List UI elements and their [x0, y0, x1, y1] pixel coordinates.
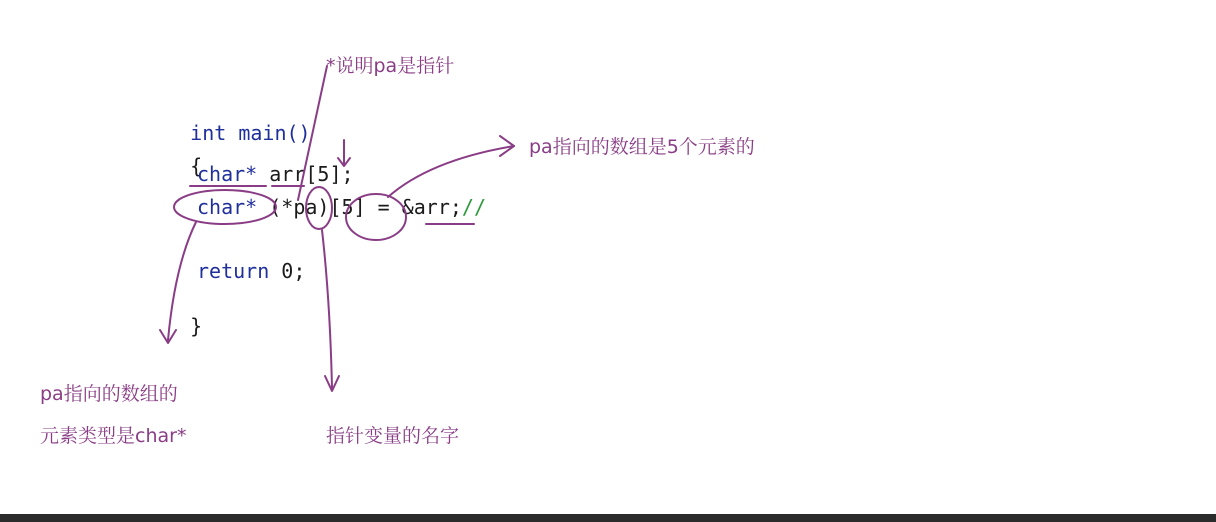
circle-size	[346, 194, 406, 240]
code-arr-type: char*	[197, 162, 258, 186]
code-arr-decl-rest: arr[5];	[257, 162, 354, 186]
note-element-type-line2: 元素类型是char*	[40, 425, 187, 447]
note-star-means-pointer: *说明pa是指针	[326, 55, 455, 77]
name-arrow	[322, 230, 332, 388]
bottom-bar	[0, 514, 1216, 522]
note-array-size: pa指向的数组是5个元素的	[529, 136, 755, 158]
note-pointer-variable-name: 指针变量的名字	[326, 425, 460, 447]
note-element-type-line1: pa指向的数组的	[40, 383, 178, 405]
circle-pa	[306, 187, 332, 229]
code-close-brace: }	[190, 314, 203, 338]
element-type-arrow	[168, 222, 196, 340]
code-pa-type: char*	[197, 195, 258, 219]
pointer-star-line	[298, 66, 327, 200]
circle-char-type	[174, 190, 276, 224]
code-main-signature: int main()	[190, 121, 311, 145]
size-note-arrow	[388, 146, 514, 197]
code-pa-decl-rest: (*pa)[5] = &arr;	[257, 195, 462, 219]
code-return-value: 0;	[269, 259, 306, 283]
code-return-keyword: return	[197, 259, 270, 283]
code-open-brace: {	[190, 154, 203, 178]
down-arrow-size-icon	[338, 140, 350, 166]
code-comment: //	[461, 195, 487, 219]
